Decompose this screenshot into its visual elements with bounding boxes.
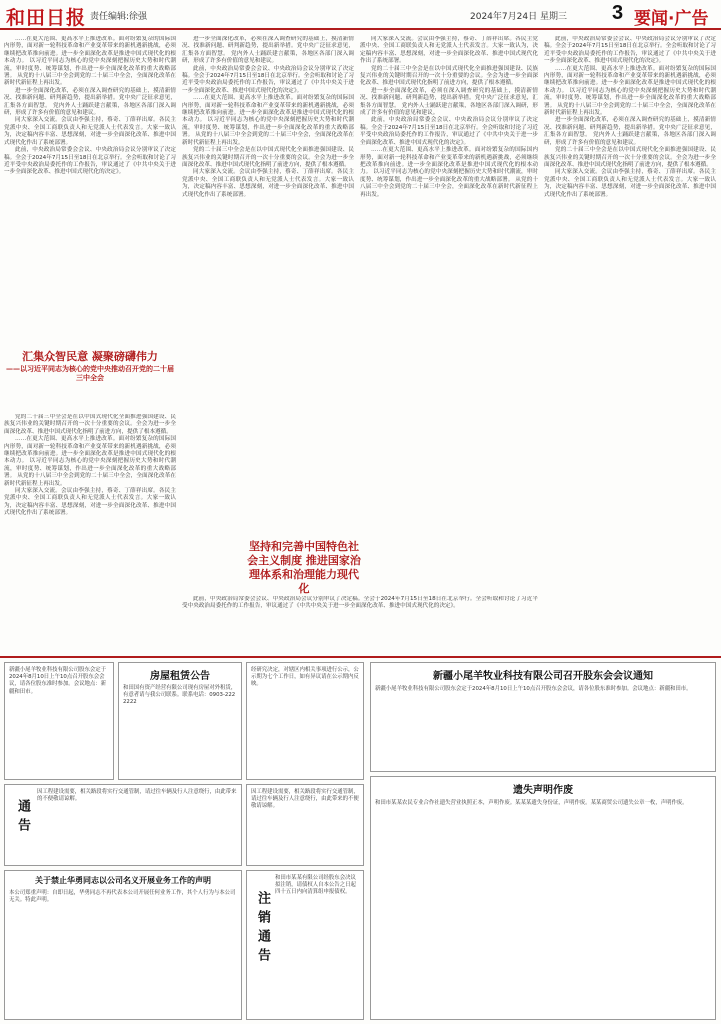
shareholder-notice-box [370,662,716,772]
article-text: 此前，中央政治局常委会会议、中央政治局会议分别审议了决定稿。全会于2024年7月15日至18日在北京举行。全会听取和讨论了习近平受中央政治局委托作的工作报告，审议通过了《中共中央关于进一步全面深化改革、推进中国式现代化的决定》。 [4,147,176,176]
article-subheadline: ——以习近平同志为核心的党中央推动召开党的二十届三中全会 [6,365,174,382]
article-text: 此前，中央政治局常委会会议、中央政治局会议分别审议了决定稿。全会于2024年7月15日至18日在北京举行。全会听取和讨论了习近平受中央政治局委托作的工作报告，审议通过了《中共中央关于进一步全面深化改革、推进中国式现代化的决定》。 [544,36,716,65]
article-text: 此前，中央政治局常委会会议、中央政治局会议分别审议了决定稿。全会于2024年7月15日至18日在北京举行。全会听取和讨论了习近平受中央政治局委托作的工作报告，审议通过了《中共中央关于进一步全面深化改革、推进中国式现代化的决定》。 [360,117,538,146]
article-text: 进一步全面深化改革，必须在深入调查研究的基础上，摸清新情况、找准新问题、研判新趋势，提出新举措。党中央广泛征求意见，汇集各方面智慧。 党内外人士踊跃建言献策，各地区各部门深入调研，形成了许多有价值的意见和建议。 [182,36,354,65]
article-text: ……在更大范围、更高水平上推进改革。面对纷繁复杂的国际国内形势，面对新一轮科技革命和产业变革带来的新机遇新挑战，必须继续把改革推向前进。进一步全面深化改革是推进中国式现代化的根本动力。 以习近平同志为核心的党中央深刻把握历史大势和时代潮流，审时度势、统筹谋划，作出进一步全面深化改革的重大战略部署。 从党的十八届三中全会到党的二十届三中全会，全面深化改革在新时代新征程上再出发。 [4,36,176,87]
article-text: 进一步全面深化改革，必须在深入调查研究的基础上，摸清新情况、找准新问题、研判新趋势，提出新举措。党中央广泛征求意见，汇集各方面智慧。 党内外人士踊跃建言献策，各地区各部门深入调研，形成了许多有价值的意见和建议。 [544,117,716,146]
ad-text: 新疆小尾羊牧业科技有限公司股东会定于2024年8月10日上午10点召开股东会会议，请各位股东准时参加。会议地点：新疆和田市。 [9,667,107,695]
article-text: ……在更大范围、更高水平上推进改革。面对纷繁复杂的国际国内形势，面对新一轮科技革命和产业变革带来的新机遇新挑战，必须继续把改革推向前进。进一步全面深化改革是推进中国式现代化的根本动力。 以习近平同志为核心的党中央深刻把握历史大势和时代潮流，审时度势、统筹谋划，作出进一步全面深化改革的重大战略部署。 从党的十八届三中全会到党的二十届三中全会，全面深化改革在新时代新征程上再出发。 [182,95,354,146]
shareholder-notice-title: 新疆小尾羊牧业科技有限公司召开股东会会议通知 [433,671,653,682]
article-column-2 [182,36,354,531]
headline-block-2 [244,540,364,595]
rent-notice-text: 和田国有资产经营有限公司现有房屋对外租赁，有意者请与我公司联系。联系电话：0903-2222222 [123,685,237,706]
article-column-1 [4,36,176,346]
rent-notice-box [118,662,242,780]
article-text: 同大家深入交流。会议由李强主持，蔡奇、丁薛祥出席。各民主党派中央、全国工商联负责人和无党派人士代表发言。大家一致认为，决定稿内容丰富、思想深刻，对进一步全面深化改革、推进中国式现代化作出了系统部署。 [4,117,176,146]
article-text: 此前，中央政治局常委会会议、中央政治局会议分别审议了决定稿。全会于2024年7月15日至18日在北京举行。全会听取和讨论了习近平受中央政治局委托作的工作报告，审议通过了《中共中央关于进一步全面深化改革、推进中国式现代化的决定》。 [182,596,538,610]
article-text: ……在更大范围、更高水平上推进改革。面对纷繁复杂的国际国内形势，面对新一轮科技革命和产业变革带来的新机遇新挑战，必须继续把改革推向前进。进一步全面深化改革是推进中国式现代化的根本动力。 以习近平同志为核心的党中央深刻把握历史大势和时代潮流，审时度势、统筹谋划，作出进一步全面深化改革的重大战略部署。 从党的十八届三中全会到党的二十届三中全会，全面深化改革在新时代新征程上再出发。 [544,65,716,117]
masthead [0,0,721,30]
ad-box-middle-2 [246,784,364,866]
dateline: 2024年7月24日 星期三 [470,12,567,22]
article-text: 党的二十届三中全会是在以中国式现代化全面推进强国建设、民族复兴伟业的关键时期召开的一次十分重要的会议。全会为进一步全面深化改革、推进中国式现代化指明了前进方向，提供了根本遵循。 [4,414,176,435]
article-text: 同大家深入交流。会议由李强主持，蔡奇、丁薛祥出席。各民主党派中央、全国工商联负责人和无党派人士代表发言。大家一致认为，决定稿内容丰富、思想深刻，对进一步全面深化改革、推进中国式现代化作出了系统部署。 [360,36,538,65]
ad-text: 因工程建设需要，相关路段将实行交通管制，请过往车辆及行人注意绕行，由此带来的不便敬请谅解。 [251,789,359,810]
notice-text: 因工程建设需要，相关路段将实行交通管制，请过往车辆及行人注意绕行，由此带来的不便敬请谅解。 [37,789,237,803]
article-column-1b [4,414,176,644]
article-text: 此前，中央政治局常委会会议、中央政治局会议分别审议了决定稿。全会于2024年7月15日至18日在北京举行。全会听取和讨论了习近平受中央政治局委托作的工作报告，审议通过了《中共中央关于进一步全面深化改革、推进中国式现代化的决定》。 [182,65,354,94]
article-text: ……在更大范围、更高水平上推进改革。面对纷繁复杂的国际国内形势，面对新一轮科技革命和产业变革带来的新机遇新挑战，必须继续把改革推向前进。进一步全面深化改革是推进中国式现代化的根本动力。 以习近平同志为核心的党中央深刻把握历史大势和时代潮流，审时度势、统筹谋划，作出进一步全面深化改革的重大战略部署。 从党的十八届三中全会到党的二十届三中全会，全面深化改革在新时代新征程上再出发。 [4,436,176,487]
ban-statement-title: 关于禁止华勇同志以公司名义开展业务工作的声明 [35,876,211,885]
ad-text: 经研究决定，对辖区内相关事项进行公示，公示期为七个工作日，如有异议请在公示期内反映。 [251,667,359,688]
article-text: ……在更大范围、更高水平上推进改革。面对纷繁复杂的国际国内形势，面对新一轮科技革命和产业变革带来的新机遇新挑战，必须继续把改革推向前进。进一步全面深化改革是推进中国式现代化的根本动力。 以习近平同志为核心的党中央深刻把握历史大势和时代潮流，审时度势、统筹谋划，作出进一步全面深化改革的重大战略部署。 从党的十八届三中全会到党的二十届三中全会，全面深化改革在新时代新征程上再出发。 [360,147,538,198]
lost-notice-title: 遗失声明作废 [513,785,573,796]
article-text: 党的二十届三中全会是在以中国式现代化全面推进强国建设、民族复兴伟业的关键时期召开的一次十分重要的会议。全会为进一步全面深化改革、推进中国式现代化指明了前进方向，提供了根本遵循。 [182,147,354,168]
article-text: 同大家深入交流。会议由李强主持，蔡奇、丁薛祥出席。各民主党派中央、全国工商联负责人和无党派人士代表发言。大家一致认为，决定稿内容丰富、思想深刻，对进一步全面深化改革、推进中国式现代化作出了系统部署。 [182,169,354,198]
lost-notice-box [370,776,716,1020]
ban-statement-text: 本公司郑重声明：自即日起，华勇同志不再代表本公司开展任何业务工作，其个人行为与本公司无关。特此声明。 [9,890,236,904]
ban-statement-box [4,870,242,1020]
shareholder-notice-text: 新疆小尾羊牧业科技有限公司股东会定于2024年8月10日上午10点召开股东会会议，请各位股东准时参加。会议地点：新疆和田市。 [375,686,692,692]
article-text: 同大家深入交流。会议由李强主持，蔡奇、丁薛祥出席。各民主党派中央、全国工商联负责人和无党派人士代表发言。大家一致认为，决定稿内容丰富、思想深刻，对进一步全面深化改革、推进中国式现代化作出了系统部署。 [544,169,716,198]
article-text: 同大家深入交流。会议由李强主持，蔡奇、丁薛祥出席。各民主党派中央、全国工商联负责人和无党派人士代表发言。大家一致认为，决定稿内容丰富、思想深刻，对进一步全面深化改革、推进中国式现代化作出了系统部署。 [4,488,176,517]
notice-box [4,784,242,866]
article-column-3 [360,36,538,531]
article-text: 进一步全面深化改革，必须在深入调查研究的基础上，摸清新情况、找准新问题、研判新趋势，提出新举措。党中央广泛征求意见，汇集各方面智慧。 党内外人士踊跃建言献策，各地区各部门深入调研，形成了许多有价值的意见和建议。 [360,87,538,117]
article-text: 党的二十届三中全会是在以中国式现代化全面推进强国建设、民族复兴伟业的关键时期召开的一次十分重要的会议。全会为进一步全面深化改革、推进中国式现代化指明了前进方向，提供了根本遵循。 [360,65,538,87]
cancel-notice-text: 和田市某某有限公司经股东会决议拟注销，请债权人自本公告之日起四十五日内向清算组申报债权。 [275,875,356,896]
article-headline: 汇集众智民意 凝聚磅礴伟力 [22,350,158,363]
headline-block [4,350,176,408]
cancel-notice-box [246,870,364,1020]
page-number: 3 [612,2,624,24]
rent-notice-title: 房屋租赁公告 [150,671,210,682]
article-headline-2: 坚持和完善中国特色社会主义制度 推进国家治理体系和治理能力现代化 [247,540,361,595]
editor-credit: 责任编辑:徐强 [90,12,148,22]
notice-title: 通告 [15,799,30,837]
lost-notice-text: 和田市某某农民专业合作社遗失营业执照正本，声明作废。某某某遗失身份证，声明作废。某某商贸公司遗失公章一枚，声明作废。 [375,800,688,806]
newspaper-logo: 和田日报 [6,7,87,29]
ad-box-left-top [4,662,114,780]
article-column-4 [544,36,716,651]
article-text: 党的二十届三中全会是在以中国式现代化全面推进强国建设、民族复兴伟业的关键时期召开的一次十分重要的会议。全会为进一步全面深化改革、推进中国式现代化指明了前进方向，提供了根本遵循。 [544,147,716,168]
article-column-bottom [182,596,538,652]
article-text: 进一步全面深化改革，必须在深入调查研究的基础上，摸清新情况、找准新问题、研判新趋势，提出新举措。党中央广泛征求意见，汇集各方面智慧。 党内外人士踊跃建言献策，各地区各部门深入调研，形成了许多有价值的意见和建议。 [4,87,176,117]
section-title: 要闻·广告 [634,9,709,29]
ad-box-middle [246,662,364,780]
section-divider [0,656,721,658]
cancel-notice-title: 注销通告 [255,891,270,967]
